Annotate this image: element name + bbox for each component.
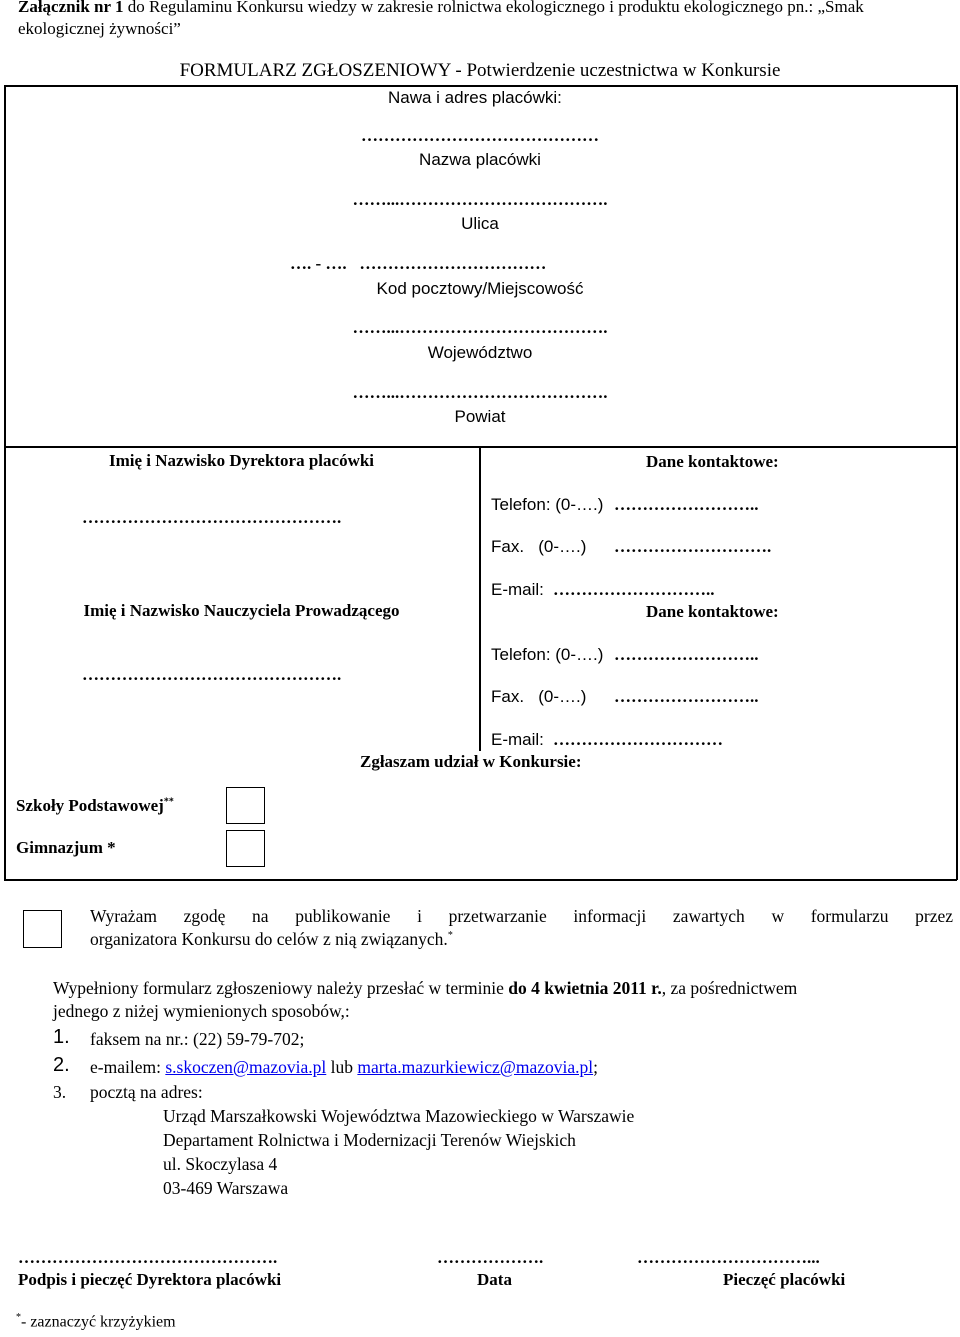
item-2-end: ; xyxy=(593,1057,598,1077)
instructions-paragraph xyxy=(53,978,797,999)
address-heading: Nawa i adres placówki: xyxy=(388,88,562,107)
address-line-1: Urząd Marszałkowski Województwa Mazowieckiego w Warszawie xyxy=(163,1106,635,1126)
county-label: Powiat xyxy=(454,407,506,426)
entry-heading: Zgłaszam udział w Konkursie: xyxy=(360,752,582,771)
consent-checkbox[interactable] xyxy=(23,910,62,948)
teacher-contact-heading: Dane kontaktowe: xyxy=(646,602,779,621)
consent-line-2-wrap xyxy=(90,929,453,950)
teacher-phone-label: Telefon: (0-….) xyxy=(491,645,604,664)
item-1-number: 1. xyxy=(53,1026,70,1048)
consent-mark: * xyxy=(447,930,453,942)
postal-dots: …. - …. …………………………… xyxy=(290,254,547,273)
primary-school-checkbox[interactable] xyxy=(226,787,265,824)
consent-line-1: Wyrażam zgodę na publikowanie i przetwarzanie informacji zawartych w formularzu przez xyxy=(90,906,953,926)
signature-label-director: Podpis i pieczęć Dyrektora placówki xyxy=(18,1270,282,1289)
teacher-fax-dots: …………………….. xyxy=(614,687,759,706)
item-1-text: faksem na nr.: (22) 59-79-702; xyxy=(90,1029,305,1049)
teacher-phone-dots: …………………….. xyxy=(614,645,759,664)
frame-top xyxy=(4,85,957,87)
director-phone-label: Telefon: (0-….) xyxy=(491,495,604,514)
item-3-number: 3. xyxy=(53,1082,67,1102)
director-phone-dots: …………………….. xyxy=(614,495,759,514)
document-header xyxy=(18,0,948,40)
gymnasium-label: Gimnazjum * xyxy=(16,838,116,857)
voivodeship-dots: ……...………………………………. xyxy=(352,318,608,337)
item-2-text xyxy=(90,1057,598,1078)
consent-line-2: organizatora Konkursu do celów z nią związanych. xyxy=(90,929,448,949)
director-dots: ………………………………………. xyxy=(82,508,342,527)
teacher-email-dots: ………………………… xyxy=(553,730,723,749)
teacher-dots: ………………………………………. xyxy=(82,665,342,684)
deadline: do 4 kwietnia 2011 r. xyxy=(508,978,662,998)
item-2-number: 2. xyxy=(53,1054,70,1076)
frame-bottom xyxy=(4,879,957,881)
footnote-text: - zaznaczyć krzyżykiem xyxy=(21,1313,176,1331)
address-line-3: ul. Skoczylasa 4 xyxy=(163,1154,278,1174)
signature-label-stamp: Pieczęć placówki xyxy=(723,1270,846,1289)
director-email-dots: ……………………….. xyxy=(553,580,715,599)
instructions-line-2: jednego z niżej wymienionych sposobów,: xyxy=(53,1001,350,1021)
signature-dots-director: ………………………………………. xyxy=(18,1248,278,1267)
teacher-label: Imię i Nazwisko Nauczyciela Prowadzącego xyxy=(83,601,400,620)
address-line-4: 03-469 Warszawa xyxy=(163,1178,289,1198)
primary-school-mark: ** xyxy=(163,796,174,808)
director-email-label: E-mail: xyxy=(491,580,544,599)
item-2-mid: lub xyxy=(326,1057,358,1077)
email-link-2[interactable]: marta.mazurkiewicz@mazovia.pl xyxy=(357,1057,594,1077)
frame-divider xyxy=(4,446,957,448)
street-label: Ulica xyxy=(461,214,499,233)
gymnasium-checkbox[interactable] xyxy=(226,830,265,867)
signature-label-date: Data xyxy=(477,1270,512,1289)
instructions-end: , za pośrednictwem xyxy=(661,978,798,998)
footnote xyxy=(16,1312,176,1331)
instructions-start: Wypełniony formularz zgłoszeniowy należy przesłać w terminie xyxy=(53,978,509,998)
item-3-text: pocztą na adres: xyxy=(90,1082,203,1102)
signature-dots-stamp: …………………………... xyxy=(637,1248,820,1267)
director-label: Imię i Nazwisko Dyrektora placówki xyxy=(108,451,375,470)
teacher-fax-label: Fax. (0-….) xyxy=(491,687,587,706)
teacher-email-label: E-mail: xyxy=(491,730,544,749)
footnote-mark: * xyxy=(16,1312,21,1323)
address-line-2: Departament Rolnictwa i Modernizacji Terenów Wiejskich xyxy=(163,1130,576,1150)
header-prefix: Załącznik nr 1 xyxy=(18,0,124,16)
frame-column-divider xyxy=(479,446,481,751)
name-dots: …………………………………… xyxy=(361,126,599,145)
voivodeship-label: Województwo xyxy=(427,343,533,362)
form-title: FORMULARZ ZGŁOSZENIOWY - Potwierdzenie uczestnictwa w Konkursie xyxy=(179,60,781,81)
director-contact-heading: Dane kontaktowe: xyxy=(646,452,779,471)
item-2-pre: e-mailem: xyxy=(90,1057,166,1077)
county-dots: ……...………………………………. xyxy=(352,383,608,402)
signature-dots-date: ………………. xyxy=(437,1248,544,1267)
primary-school-label xyxy=(16,796,174,816)
director-fax-label: Fax. (0-….) xyxy=(491,537,587,556)
email-link-1[interactable]: s.skoczen@mazovia.pl xyxy=(165,1057,327,1077)
name-label: Nazwa placówki xyxy=(419,150,541,169)
header-text: do Regulaminu Konkursu wiedzy w zakresie rolnictwa ekologicznego i produktu ekologicznego pn.: „Smak ekologicznej żywności” xyxy=(18,0,864,38)
postal-label: Kod pocztowy/Miejscowość xyxy=(376,279,584,298)
street-dots: ……...………………………………. xyxy=(352,190,608,209)
primary-school-text: Szkoły Podstawowej xyxy=(16,796,164,815)
director-fax-dots: ………………………. xyxy=(614,537,772,556)
